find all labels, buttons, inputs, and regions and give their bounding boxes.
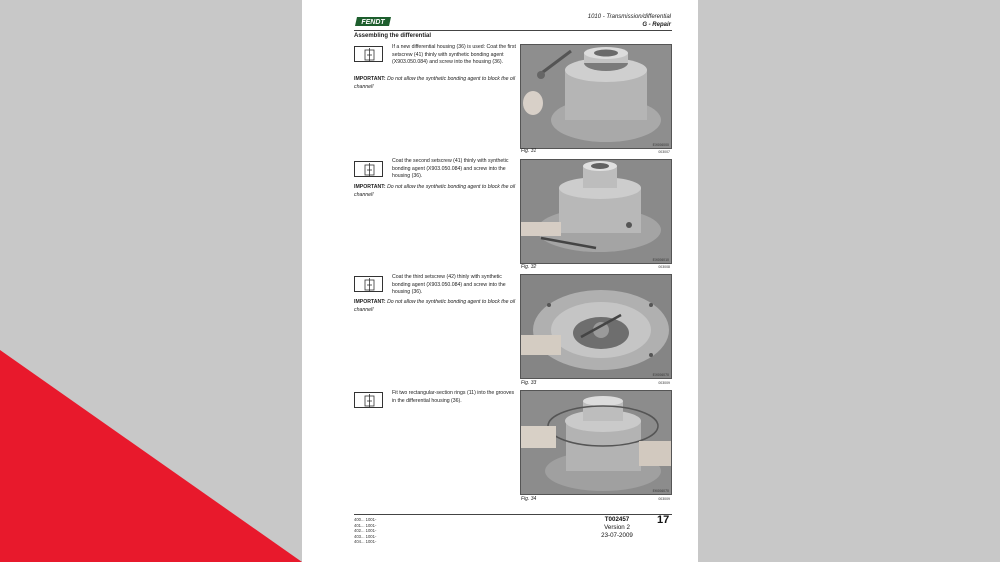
footer-divider — [354, 514, 672, 515]
figure-code: EX006010 — [652, 258, 669, 262]
header-divider — [354, 30, 672, 31]
manual-page — [302, 0, 698, 562]
step-procedure-icon — [354, 392, 383, 408]
model-list — [354, 517, 376, 545]
figure-code-secondary: 003007 — [658, 150, 670, 154]
document-version: Version 2 — [604, 524, 630, 531]
model-entry: 404... 1001- — [354, 539, 377, 545]
important-label: IMPORTANT: — [354, 184, 386, 190]
model-entry: 401... 1001- — [354, 522, 377, 528]
figure-caption: Fig. 31 — [521, 148, 537, 154]
document-number: T002457 — [604, 516, 630, 523]
page-header — [588, 13, 671, 29]
document-date: 23-07-2009 — [601, 532, 633, 539]
page-number: 17 — [657, 514, 670, 526]
chapter-title: 1010 - Transmission/differential — [587, 14, 671, 20]
important-text: Do not allow the synthetic bonding agent to block the oil channel! — [354, 76, 516, 90]
figure-31-photo — [520, 44, 672, 149]
procedure-title: Assembling the differential — [354, 33, 432, 39]
model-entry: 400... 1001- — [354, 517, 377, 522]
fendt-logo — [354, 16, 392, 27]
figure-code-secondary: 003009 — [658, 497, 670, 501]
step-2-text: Coat the second setscrew (41) thinly with synthetic bonding agent (X903.050.084) and screw into the housing (36). — [392, 158, 509, 179]
important-label: IMPORTANT: — [354, 299, 386, 305]
step-3-important — [354, 299, 519, 314]
figure-caption: Fig. 32 — [521, 264, 537, 270]
model-entry: 403... 1001- — [354, 533, 377, 539]
figure-32-photo — [520, 159, 672, 264]
step-4-text: Fit two rectangular-section rings (11) into the grooves in the differential housing (36). — [392, 390, 515, 404]
step-2-important — [354, 184, 519, 199]
figure-code: EK006070 — [652, 489, 669, 493]
step-procedure-icon — [354, 46, 383, 62]
figure-caption: Fig. 34 — [521, 496, 537, 502]
important-label: IMPORTANT: — [354, 76, 386, 82]
figure-code-secondary: 003009 — [658, 381, 670, 385]
figure-33-photo — [520, 274, 672, 379]
figure-code-secondary: 003008 — [658, 265, 670, 269]
step-1-important — [354, 76, 519, 91]
document-info — [587, 516, 647, 540]
figure-code: EX006000 — [652, 143, 669, 147]
red-corner-decoration — [0, 0, 302, 562]
step-procedure-icon — [354, 161, 383, 177]
step-procedure-icon — [354, 276, 383, 292]
step-1-text: If a new differential housing (36) is used: Coat the first setscrew (41) thinly with synthetic bonding agent (X903.050.084) and screw into the housing (36). — [392, 44, 516, 65]
svg-text:FENDT: FENDT — [361, 19, 385, 26]
figure-code: EX006070 — [652, 373, 669, 377]
step-3-text: Coat the third setscrew (42) thinly with synthetic bonding agent (X903.050.084) and screw into the housing (36). — [392, 274, 506, 295]
important-text: Do not allow the synthetic bonding agent to block the oil channel! — [354, 184, 516, 198]
figure-34-photo — [520, 390, 672, 495]
important-text: Do not allow the synthetic bonding agent to block the oil channel! — [354, 299, 516, 313]
section-title: G - Repair — [642, 22, 671, 28]
model-entry: 402... 1001- — [354, 528, 377, 534]
figure-caption: Fig. 33 — [521, 380, 537, 386]
